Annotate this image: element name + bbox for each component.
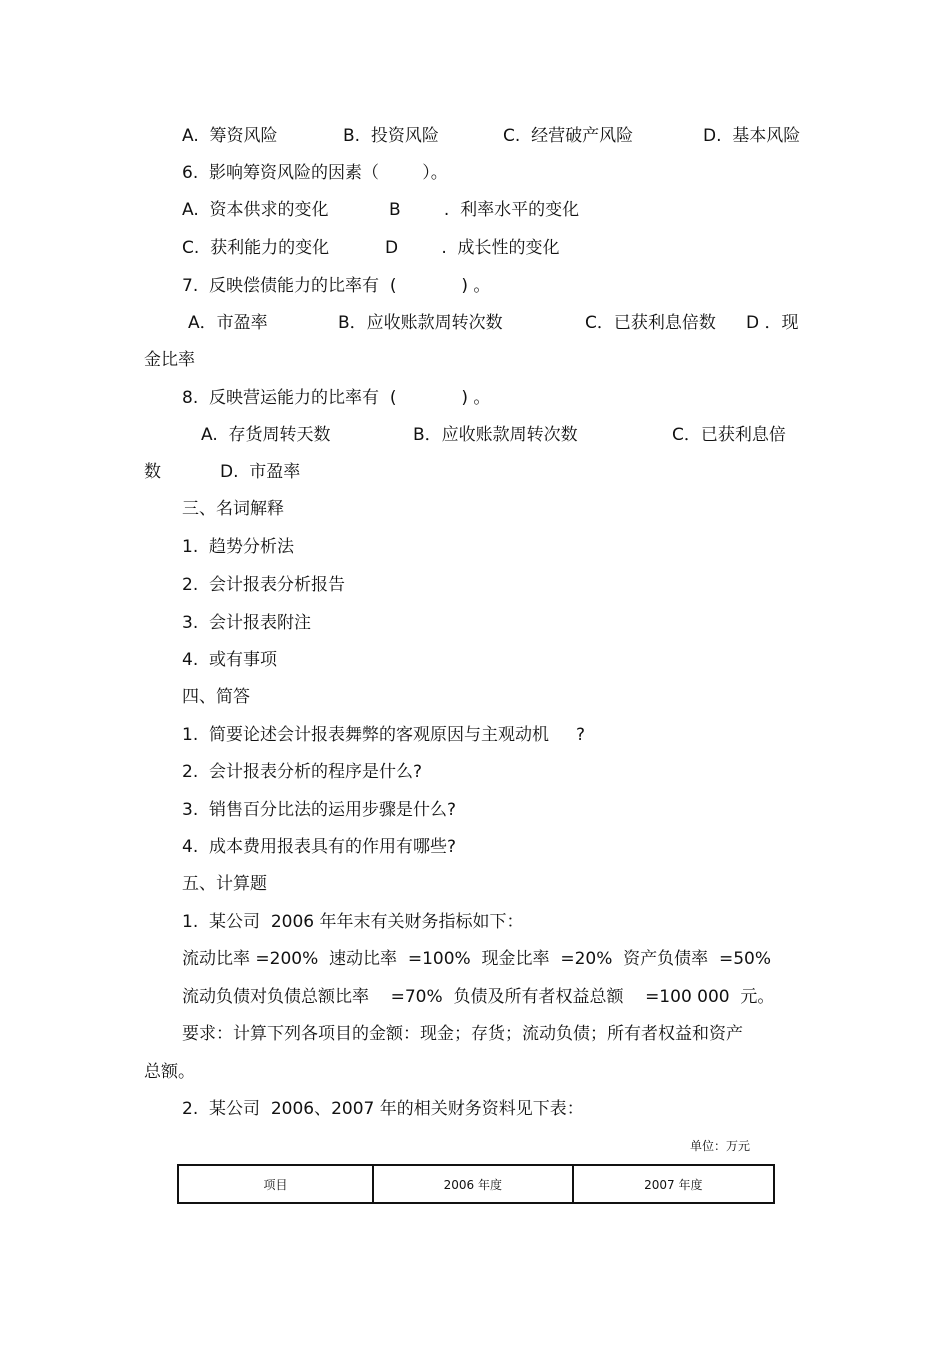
- section4-item: 1. 简要论述会计报表舞弊的客观原因与主观动机 ?: [182, 725, 586, 745]
- q7-option-d: D ．现: [746, 313, 799, 333]
- q6-option-d: D . 成长性的变化: [385, 238, 560, 258]
- q5-option-d: D. 基本风险: [703, 126, 801, 146]
- section5-ratios: 流动比率 =200% 速动比率 =100% 现金比率 =20% 资产负债率 =50%: [182, 949, 771, 969]
- section3-item: 4. 或有事项: [182, 650, 278, 670]
- q6-option-a: A. 资本供求的变化: [182, 200, 329, 220]
- section5-requirement: 要求：计算下列各项目的金额：现金；存货；流动负债；所有者权益和资产: [182, 1024, 743, 1044]
- q7-option-c: C．已获利息倍数: [585, 313, 716, 333]
- q5-option-c: C. 经营破产风险: [503, 126, 634, 146]
- q8-option-a: A. 存货周转天数: [201, 425, 331, 445]
- unit-label: 单位：万元: [690, 1139, 751, 1153]
- q6-option-b: B . 利率水平的变化: [389, 200, 580, 220]
- q7-option-b: B．应收账款周转次数: [338, 313, 503, 333]
- section3-item: 3. 会计报表附注: [182, 613, 312, 633]
- section3-item: 2. 会计报表分析报告: [182, 575, 346, 595]
- section3-item: 1. 趋势分析法: [182, 537, 295, 557]
- section5-ratios-2: 流动负债对负债总额比率 =70% 负债及所有者权益总额 =100 000 元。: [182, 987, 775, 1007]
- q5-option-b: B. 投资风险: [343, 126, 439, 146]
- q7-option-a: A．市盈率: [188, 313, 268, 333]
- table-header-2006: 2006 年度: [373, 1165, 572, 1203]
- q8-option-d: D. 市盈率: [220, 462, 301, 482]
- q7-continuation: 金比率: [144, 350, 195, 370]
- section5-heading: 五、计算题: [182, 874, 267, 894]
- section5-requirement-cont: 总额。: [144, 1062, 195, 1082]
- q8-option-b: B．应收账款周转次数: [413, 425, 578, 445]
- q6-stem: 6. 影响筹资风险的因素（ ）。: [182, 163, 448, 183]
- section3-heading: 三、名词解释: [182, 499, 284, 519]
- table-header-item: 项目: [178, 1165, 373, 1203]
- section4-item: 4. 成本费用报表具有的作用有哪些?: [182, 837, 457, 857]
- table-header-row: [178, 1165, 774, 1203]
- q5-option-a: A. 筹资风险: [182, 126, 278, 146]
- section5-problem1: 1. 某公司 2006 年年末有关财务指标如下：: [182, 912, 524, 932]
- section4-heading: 四、简答: [182, 687, 250, 707]
- q8-option-c: C．已获利息倍: [672, 425, 786, 445]
- q8-continuation: 数: [144, 462, 161, 482]
- section4-item: 2. 会计报表分析的程序是什么?: [182, 762, 423, 782]
- financial-table: [177, 1164, 775, 1204]
- section5-problem2: 2. 某公司 2006、2007 年的相关财务资料见下表：: [182, 1099, 584, 1119]
- table-header-2007: 2007 年度: [573, 1165, 774, 1203]
- section4-item: 3. 销售百分比法的运用步骤是什么?: [182, 800, 457, 820]
- q8-stem: 8. 反映营运能力的比率有 ( ) 。: [182, 388, 491, 408]
- q6-option-c: C. 获利能力的变化: [182, 238, 330, 258]
- q7-stem: 7. 反映偿债能力的比率有 ( ) 。: [182, 276, 491, 296]
